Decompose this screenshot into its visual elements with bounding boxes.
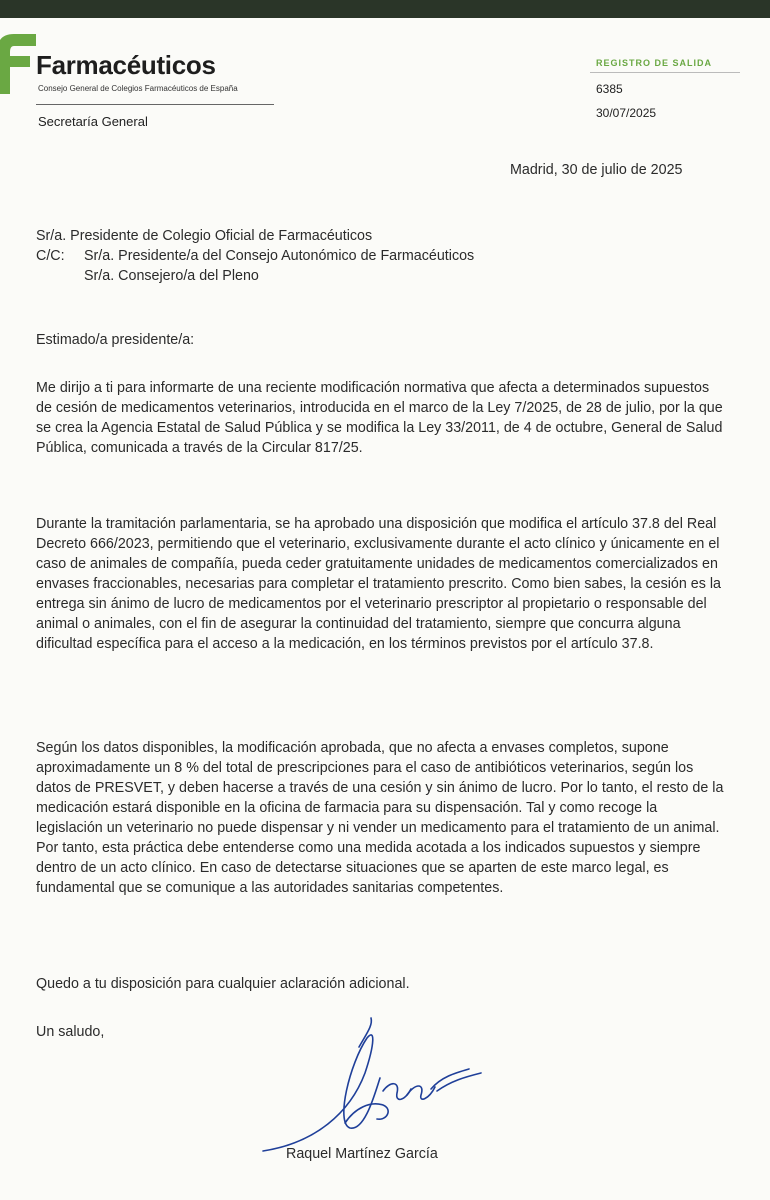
letter-page	[0, 18, 770, 1200]
brand-subtitle: Consejo General de Colegios Farmacéuticos de España	[38, 84, 238, 93]
recipient-line: Sr/a. Presidente de Colegio Oficial de Farmacéuticos	[36, 228, 373, 244]
closing-greeting: Un saludo,	[36, 1024, 105, 1040]
signer-name: Raquel Martínez García	[286, 1146, 438, 1162]
recipients	[36, 226, 474, 286]
salutation: Estimado/a presidente/a:	[36, 332, 195, 348]
farmaceuticos-logo-icon	[0, 32, 36, 94]
brand-name: Farmacéuticos	[36, 50, 216, 80]
body-paragraph-1: Me dirijo a ti para informarte de una reciente modificación normativa que afecta a determinados supuestos de cesión de medicamentos veterinarios, introducida en el marco de la Ley 7/2025, de 28 de julio, por la que se crea la Agencia Estatal de Salud Pública y se modifica la Ley 33/2011, de 4 de octubre, General de Salud Pública, comunicada a través de la Circular 817/25.	[36, 380, 723, 456]
header-divider	[36, 104, 274, 105]
body-paragraph-3: Según los datos disponibles, la modificación aprobada, que no afecta a envases completos, supone aproximadamente un 8 % del total de prescripciones para el caso de antibióticos veterinarios, según los datos de PRESVET, y deben hacerse a través de una cesión y sin ánimo de lucro. Por lo tanto, el resto de la medicación estará disponible en la oficina de farmacia para su dispensación. Tal y como recoge la legislación un veterinario no puede dispensar y ni vender un medicamento para el tratamiento de un animal. Por tanto, esta práctica debe entenderse como una medida acotada a los indicados supuestos y siempre dentro de un acto clínico. En caso de detectarse situaciones que se aparten de este marco legal, es fundamental que se comunique a las autoridades sanitarias competentes.	[36, 740, 724, 896]
cc-row	[36, 246, 474, 266]
registry-number: 6385	[596, 82, 623, 96]
cc-line: Sr/a. Presidente/a del Consejo Autonómico de Farmacéuticos	[84, 248, 475, 264]
place-date: Madrid, 30 de julio de 2025	[510, 162, 683, 178]
closing-offer: Quedo a tu disposición para cualquier aclaración adicional.	[36, 976, 410, 992]
cc-label: C/C:	[36, 248, 65, 264]
registry-title: REGISTRO DE SALIDA	[596, 58, 713, 68]
registry-date: 30/07/2025	[596, 106, 657, 120]
cc-line: Sr/a. Consejero/a del Pleno	[84, 268, 259, 284]
body-paragraph-2: Durante la tramitación parlamentaria, se ha aprobado una disposición que modifica el artículo 37.8 del Real Decreto 666/2023, permitiendo que el veterinario, exclusivamente durante el acto clínico y únicamente en el caso de animales de compañía, pueda ceder gratuitamente unidades de medicamentos comercializados en envases fraccionables, necesarias para completar el tratamiento prescrito. Como bien sabes, la cesión es la entrega sin ánimo de lucro de medicamentos por el veterinario prescriptor al propietario o responsable del animal o animales, con el fin de asegurar la continuidad del tratamiento, siempre que concurra alguna dificultad específica para el acceso a la medicación, en los términos previstos por el artículo 37.8.	[36, 516, 722, 652]
registry-divider	[590, 72, 740, 73]
department: Secretaría General	[38, 114, 148, 129]
